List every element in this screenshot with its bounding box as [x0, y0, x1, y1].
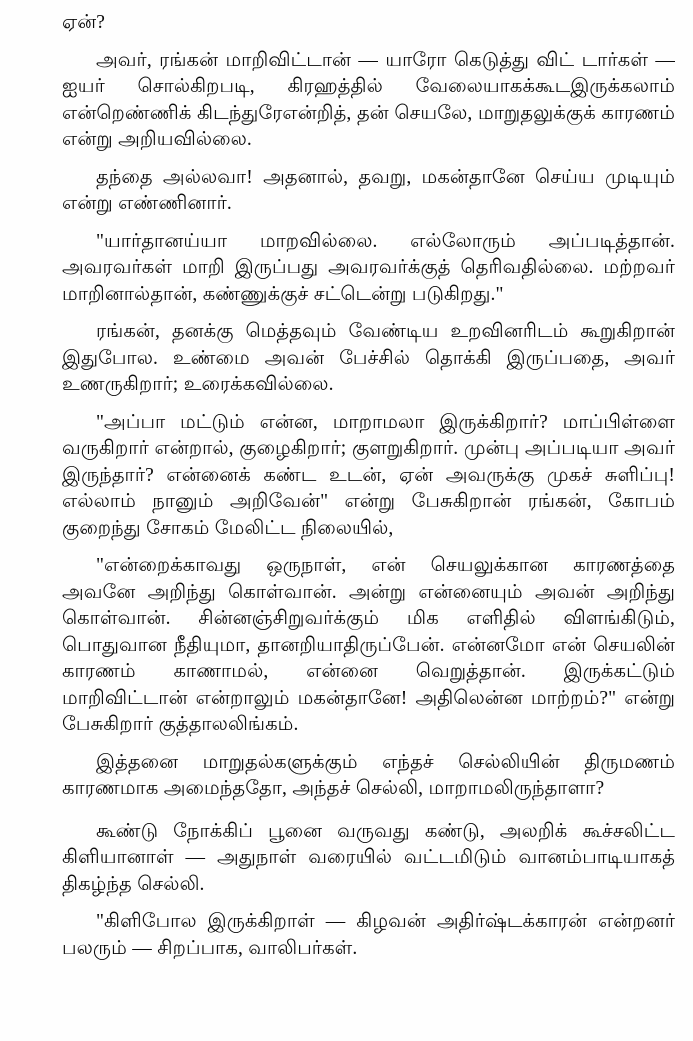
paragraph-8: இத்தனை மாறுதல்களுக்கும் எந்தச் செல்லியின் திருமணம் காரணமாக அமைந்ததோ, அந்தச் செல்லி, மாறாமலிருந்தாளா?	[62, 751, 675, 800]
paragraph-6: "அப்பா மட்டும் என்ன, மாறாமலா இருக்கிறார்? மாப்பிள்ளை வருகிறார் என்றால், குழைகிறார்; குளறுகிறார். முன்பு அப்படியா அவர் இருந்தார்? என்னைக் கண்ட உடன், ஏன் அவருக்கு முகச் சுளிப்பு! எல்லாம் நானும் அறிவேன்" என்று பேசுகிறான் ரங்கன், கோபம் குறைந்து சோகம் மேலிட்ட நிலையில்,	[62, 411, 675, 539]
paragraph-7: "என்றைக்காவது ஒருநாள், என் செயலுக்கான காரணத்தை அவனே அறிந்து கொள்வான். அன்று என்னையும் அவன் அறிந்து கொள்வான். சின்னஞ்சிறுவர்க்கும் மிக எளிதில் விளங்கிடும், பொதுவான நீதியுமா, தானறியாதிருப்பேன். என்னமோ என் செயலின் காரணம் காணாமல், என்னை வெறுத்தான். இருக்கட்டும் மாறிவிட்டான் என்றாலும் மகன்தானே! அதிலென்ன மாற்றம்?" என்று பேசுகிறார் குத்தாலலிங்கம்.	[62, 555, 675, 736]
paragraph-5: ரங்கன், தனக்கு மெத்தவும் வேண்டிய உறவினரிடம் கூறுகிறான் இதுபோல. உண்மை அவன் பேச்சில் தொக்கி இருப்பதை, அவர் உணருகிறார்; உரைக்கவில்லை.	[62, 321, 675, 396]
paragraph-1: ஏன்?	[62, 12, 106, 33]
paragraph-3: தந்தை அல்லவா! அதனால், தவறு, மகன்தானே செய்ய முடியும் என்று எண்ணினார்.	[62, 166, 675, 215]
page-smudge	[14, 70, 44, 88]
paragraph-9: கூண்டு நோக்கிப் பூனை வருவது கண்டு, அலறிக் கூச்சலிட்ட கிளியானாள் — அதுநாள் வரையில் வட்டமிடும் வானம்பாடியாகத் திகழ்ந்த செல்லி.	[62, 820, 675, 895]
paragraph-10: "கிளிபோல இருக்கிறாள் — கிழவன் அதிர்ஷ்டக்காரன் என்றனர் பலரும் — சிறப்பாக, வாலிபர்கள்.	[62, 911, 675, 959]
paragraph-2: அவர், ரங்கன் மாறிவிட்டான் — யாரோ கெடுத்து விட் டார்கள் — ஐயர் சொல்கிறபடி, கிரஹத்தில் வேலையாகக்கூடஇருக்கலாம் என்றெண்ணிக் கிடந்துரேஎன்றித், தன் செயலே, மாறுதலுக்குக் காரணம் என்று அறியவில்லை.	[62, 49, 675, 151]
paragraph-4: "யார்தானய்யா மாறவில்லை. எல்லோரும் அப்படித்தான். அவரவர்கள் மாறி இருப்பது அவரவர்க்குத் தெரிவதில்லை. மற்றவர் மாறினால்தான், கண்ணுக்குச் சட்டென்று படுகிறது."	[62, 230, 675, 305]
